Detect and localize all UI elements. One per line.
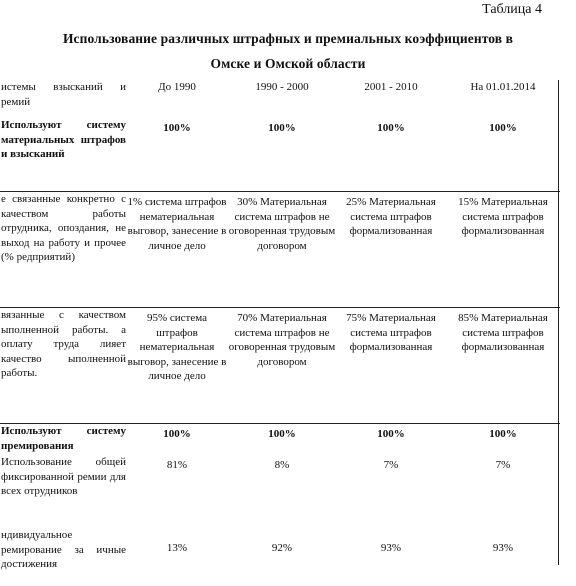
table-number: Таблица 4 <box>482 2 542 17</box>
table-row <box>0 192 560 308</box>
table-cell: 93% <box>380 542 402 554</box>
table-row <box>0 308 560 424</box>
row-label: е связанные конкретно с качеством работы отрудника, опоздания, не выход на работу и прочее (% редприятий) <box>0 192 126 308</box>
table-cell: 7% <box>383 459 399 471</box>
table-cell: 7% <box>495 459 511 471</box>
table-row <box>0 528 560 586</box>
row-label: Используют систему материальных штрафов и взысканий <box>1 119 126 160</box>
header-cell-period: На 01.01.2014 <box>470 81 536 93</box>
table-cell: 81% <box>166 459 188 471</box>
table-cell: 70% Материальная система штрафов не оговоренная трудовым договором <box>228 308 336 424</box>
header-cell-period: 1990 - 2000 <box>255 81 309 93</box>
row-label: вязанные с качеством ыполненной работы. а оплату труда лияет качество ыполненной работы. <box>0 308 126 424</box>
table-cell: 100% <box>377 122 405 134</box>
table-title-line-2: Омске и Омской области <box>210 56 366 71</box>
row-label: Использование общей фиксированной ремии для всех отрудников <box>1 456 126 497</box>
table-cell: 100% <box>446 424 560 456</box>
table-cell: 75% Материальная система штрафов формализованная <box>336 308 446 424</box>
coefficients-table <box>0 80 560 586</box>
table-cell: 100% <box>228 424 336 456</box>
table-cell: 95% система штрафов нематериальная выговор, занесение в личное дело <box>126 308 228 424</box>
table-cell: 92% <box>271 542 293 554</box>
table-row <box>0 455 560 528</box>
table-cell: 13% <box>166 542 188 554</box>
row-label: ндивидуальное ремирование за ичные достижения <box>1 529 126 570</box>
table-row <box>0 424 560 456</box>
table-row <box>0 118 560 192</box>
table-title-line-1: Использование различных штрафных и премиальных коэффициентов в <box>62 31 514 46</box>
table-cell: 100% <box>268 122 296 134</box>
table-header-row <box>0 80 560 118</box>
table-cell: 100% <box>489 122 517 134</box>
header-cell-period: До 1990 <box>158 81 196 93</box>
table-cell: 25% Материальная система штрафов формализованная <box>336 192 446 308</box>
table-cell: 8% <box>274 459 290 471</box>
header-cell-systems: истемы взысканий и ремий <box>1 81 126 108</box>
table-cell: 30% Материальная система штрафов не оговоренная трудовым договором <box>228 192 336 308</box>
table-cell: 93% <box>492 542 514 554</box>
table-cell: 100% <box>126 424 228 456</box>
table-cell: 85% Материальная система штрафов формализованная <box>446 308 560 424</box>
table-cell: 15% Материальная система штрафов формализованная <box>446 192 560 308</box>
table-cell: 100% <box>163 122 191 134</box>
table-cell: 100% <box>336 424 446 456</box>
header-cell-period: 2001 - 2010 <box>364 81 418 93</box>
row-label: Используют систему премирования <box>0 424 126 456</box>
table-cell: 1% система штрафов нематериальная выговор, занесение в личное дело <box>126 192 228 308</box>
